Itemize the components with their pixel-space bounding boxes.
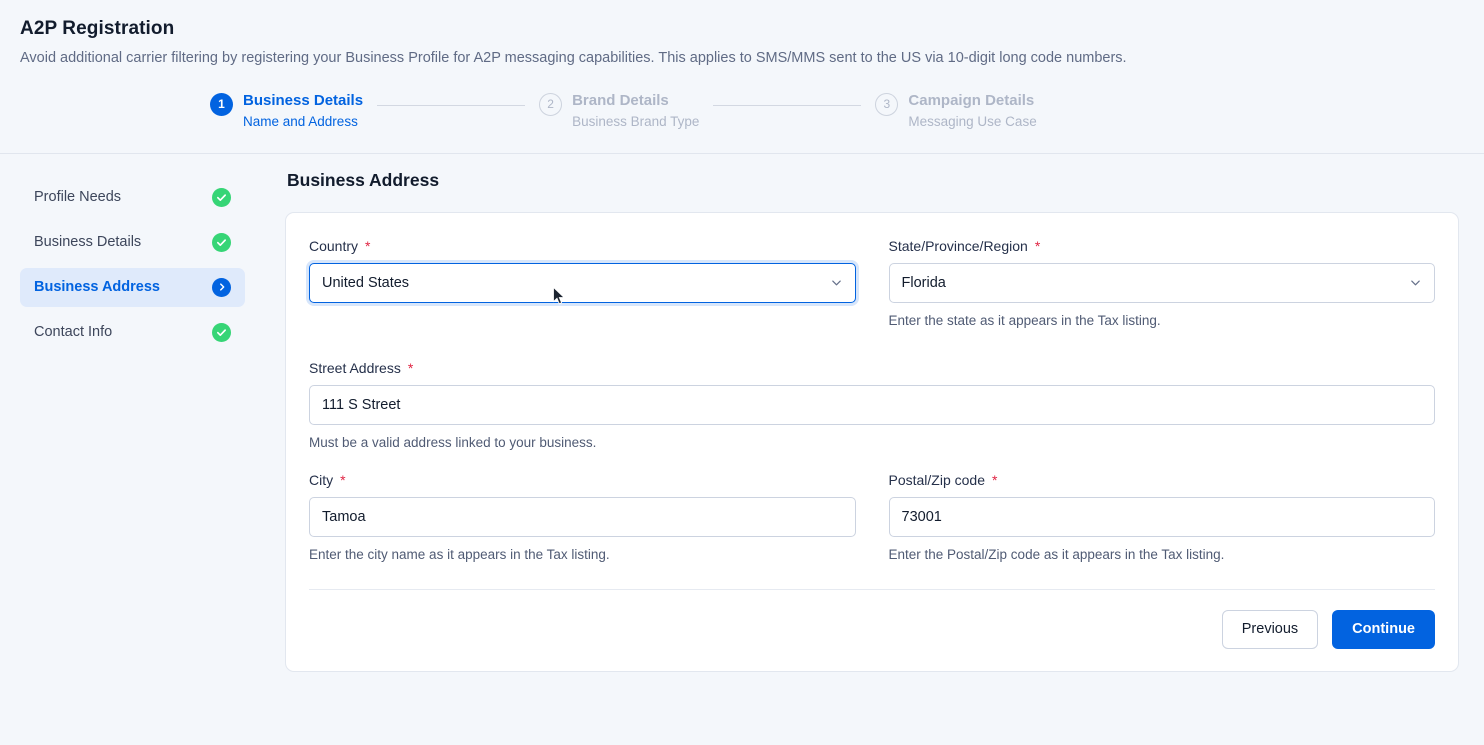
city-label-wrap [309,472,856,488]
sidebar-item-business-details[interactable] [20,223,245,262]
form-divider [309,589,1435,590]
sidebar-item-profile-needs[interactable] [20,178,245,217]
postal-help-text: Enter the Postal/Zip code as it appears in the Tax listing. [888,546,1225,562]
field-city [309,472,856,562]
chevron-right-icon [212,278,231,297]
street-label-wrap [309,360,1435,376]
previous-button[interactable]: Previous [1222,610,1318,649]
required-marker: * [407,359,414,376]
street-address-label: Street Address [309,359,401,376]
page-subtitle: Avoid additional carrier filtering by registering your Business Profile for A2P messaging capabilities. This applies to SMS/MMS sent to the US via 10-digit long code numbers. [20,50,1127,66]
sidebar-item-contact-info[interactable] [20,313,245,352]
registration-stepper [210,91,1484,131]
page-header [0,0,1484,69]
field-street-address [309,360,1435,450]
form-row-country-state [309,238,1435,328]
country-label-wrap [309,238,856,254]
state-label-wrap [889,238,1436,254]
step-2-desc: Business Brand Type [572,114,700,130]
country-value: United States [322,274,410,291]
postal-code-label: Postal/Zip code [888,471,985,488]
field-postal-code [889,472,1436,562]
sidebar-item-label: Business Details [34,234,142,251]
form-row-city-postal [309,472,1435,562]
step-1-desc: Name and Address [243,114,358,130]
step-2-number: 2 [539,93,562,116]
postal-code-input[interactable] [889,497,1436,537]
check-icon [212,323,231,342]
step-1-name: Business Details [243,91,364,109]
sidebar-item-label: Business Address [34,279,160,296]
required-marker: * [992,471,998,488]
step-1-number: 1 [210,93,233,116]
field-country [309,238,856,303]
city-help-text: Enter the city name as it appears in the Tax listing. [309,546,610,562]
business-address-form [285,212,1459,672]
chevron-down-icon [1409,276,1422,289]
sidebar-item-label: Profile Needs [34,189,122,206]
state-value: Florida [901,274,946,291]
step-2-name: Brand Details [572,91,669,109]
state-label: State/Province/Region [888,237,1028,254]
check-icon [212,233,231,252]
street-address-input[interactable] [309,385,1435,425]
section-title: Business Address [287,169,440,190]
step-3-number: 3 [875,93,898,116]
step-campaign-details[interactable] [875,91,1036,131]
required-marker: * [340,471,346,488]
chevron-down-icon [830,276,843,289]
state-select[interactable] [889,263,1436,303]
main-content [265,154,1484,672]
page-body [0,154,1484,672]
step-connector-1 [377,105,525,106]
step-connector-2 [713,105,861,106]
continue-button[interactable]: Continue [1332,610,1435,649]
page-title: A2P Registration [20,18,175,39]
check-icon [212,188,231,207]
required-marker: * [365,237,371,254]
step-3-desc: Messaging Use Case [908,114,1037,130]
city-input[interactable] [309,497,856,537]
sidebar-item-label: Contact Info [34,324,113,341]
form-actions [309,610,1435,649]
progress-sidebar [0,154,265,672]
street-help-text: Must be a valid address linked to your business. [309,434,597,450]
step-brand-details[interactable] [539,91,699,131]
postal-label-wrap [889,472,1436,488]
country-select[interactable] [309,263,856,303]
state-help-text: Enter the state as it appears in the Tax listing. [888,312,1161,328]
city-label: City [309,471,334,488]
country-label: Country [309,237,359,254]
field-state [889,238,1436,328]
sidebar-item-business-address[interactable] [20,268,245,307]
step-business-details[interactable] [210,91,363,131]
step-3-name: Campaign Details [908,91,1035,109]
required-marker: * [1034,237,1041,254]
